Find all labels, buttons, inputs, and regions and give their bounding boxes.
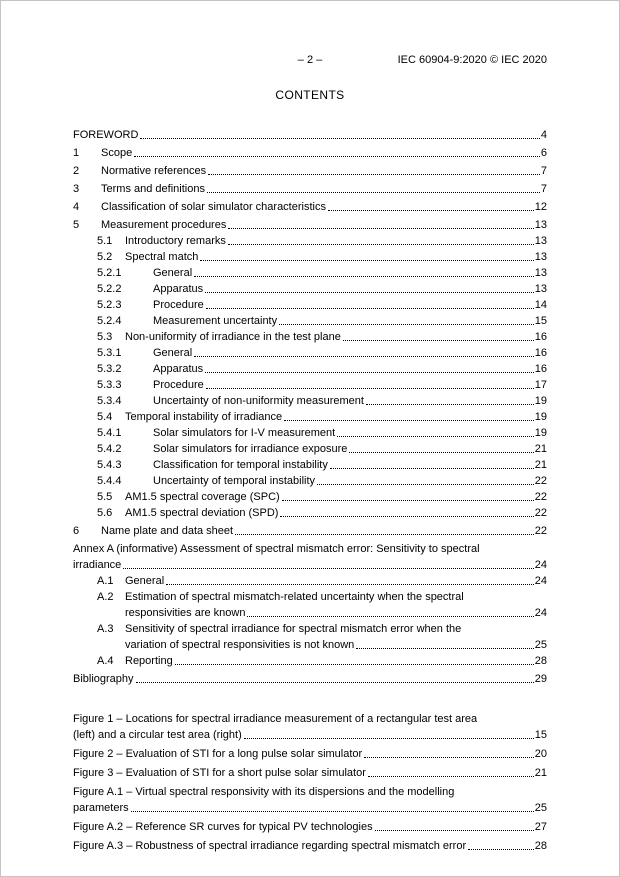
toc-entry [73, 489, 547, 505]
entry-number: 5.2.4 [97, 315, 122, 327]
dot-leader [131, 811, 534, 812]
entry-page-number: 24 [534, 575, 547, 587]
entry-label: Figure 1 – Locations for spectral irradiance measurement of a rectangular test area [73, 713, 478, 725]
entry-number: 5.2 [97, 251, 113, 263]
entry-label: Classification of solar simulator characteristics [101, 201, 326, 213]
entry-number: 5.5 [97, 491, 113, 503]
entry-page-number: 22 [534, 491, 547, 503]
entry-page-number: 7 [540, 165, 547, 177]
entry-label: Estimation of spectral mismatch-related uncertainty when the spectral [125, 591, 464, 603]
toc-entry [73, 297, 547, 313]
entry-label: Apparatus [153, 283, 204, 295]
entry-label-continued: variation of spectral responsivities is not known [125, 639, 355, 651]
toc-entry [73, 505, 547, 521]
toc-entry [73, 671, 547, 687]
entry-page-number: 13 [534, 219, 547, 231]
entry-page-number: 13 [534, 251, 547, 263]
entry-page-number: 14 [534, 299, 547, 311]
entry-number: 5.3 [97, 331, 113, 343]
dot-leader [330, 468, 534, 469]
entry-page-number: 20 [534, 748, 547, 760]
entry-page-number: 13 [534, 235, 547, 247]
entry-number: 5.4.4 [97, 475, 122, 487]
dot-leader [356, 648, 533, 649]
dot-leader [200, 260, 533, 261]
entry-page-number: 22 [534, 507, 547, 519]
entry-page-number: 17 [534, 379, 547, 391]
entry-page-number: 19 [534, 427, 547, 439]
entry-page-number: 16 [534, 331, 547, 343]
entry-number: 5.4.1 [97, 427, 122, 439]
entry-number: 5.2.2 [97, 283, 122, 295]
toc-entry [73, 199, 547, 215]
entry-number: 5.4.2 [97, 443, 122, 455]
entry-number: A.2 [97, 591, 114, 603]
entry-label: Procedure [153, 379, 204, 391]
toc-entry [73, 145, 547, 161]
toc-entry [73, 441, 547, 457]
entry-page-number: 19 [534, 395, 547, 407]
dot-leader [228, 228, 533, 229]
entry-label: Annex A (informative) Assessment of spectral mismatch error: Sensitivity to spectral [73, 543, 480, 555]
entry-label: Terms and definitions [101, 183, 205, 195]
entry-label: Figure A.1 – Virtual spectral responsivity with its dispersions and the modelling [73, 786, 455, 798]
entry-page-number: 22 [534, 475, 547, 487]
figure-entry [73, 784, 547, 816]
entry-page-number: 29 [534, 673, 547, 685]
entry-label: Non-uniformity of irradiance in the test plane [125, 331, 341, 343]
entry-label: Apparatus [153, 363, 204, 375]
entry-number: 4 [73, 201, 80, 213]
dot-leader [468, 849, 534, 850]
entry-label: Figure A.2 – Reference SR curves for typical PV technologies [73, 821, 373, 833]
entry-number: 5.2.3 [97, 299, 122, 311]
entry-number: 5.3.2 [97, 363, 122, 375]
entry-page-number: 21 [534, 767, 547, 779]
header-page-number: – 2 – [297, 54, 323, 66]
dot-leader [136, 682, 534, 683]
entry-page-number: 24 [534, 559, 547, 571]
dot-leader [247, 616, 533, 617]
dot-leader [349, 452, 533, 453]
toc-entry [73, 181, 547, 197]
entry-label: Scope [101, 147, 133, 159]
entry-label: Uncertainty of non-uniformity measurement [153, 395, 364, 407]
dot-leader [235, 534, 534, 535]
entry-page-number: 4 [540, 129, 547, 141]
entry-number: 5.6 [97, 507, 113, 519]
toc-entry [73, 233, 547, 249]
entry-page-number: 28 [534, 655, 547, 667]
entry-label: Sensitivity of spectral irradiance for spectral mismatch error when the [125, 623, 462, 635]
entry-page-number: 22 [534, 525, 547, 537]
toc-entry [73, 653, 547, 669]
toc-entry [73, 425, 547, 441]
toc-entry [73, 345, 547, 361]
entry-label: Temporal instability of irradiance [125, 411, 283, 423]
entry-label: Reporting [125, 655, 173, 667]
entry-label: AM1.5 spectral deviation (SPD) [125, 507, 279, 519]
entry-label: Introductory remarks [125, 235, 226, 247]
entry-page-number: 19 [534, 411, 547, 423]
entry-label: General [153, 267, 193, 279]
entry-number: 6 [73, 525, 80, 537]
dot-leader [279, 324, 534, 325]
entry-page-number: 21 [534, 443, 547, 455]
entry-page-number: 7 [540, 183, 547, 195]
dot-leader [206, 308, 534, 309]
entry-number: 5.3.4 [97, 395, 122, 407]
toc-entry [73, 313, 547, 329]
entry-page-number: 16 [534, 363, 547, 375]
entry-label: FOREWORD [73, 129, 139, 141]
dot-leader [368, 776, 534, 777]
entry-page-number: 27 [534, 821, 547, 833]
entry-number: 3 [73, 183, 80, 195]
dot-leader [123, 568, 533, 569]
toc-entry [73, 573, 547, 589]
entry-number: 5.3.1 [97, 347, 122, 359]
dot-leader [364, 757, 534, 758]
entry-page-number: 6 [540, 147, 547, 159]
entry-number: 5.1 [97, 235, 113, 247]
page-header [73, 53, 547, 67]
entry-label: Spectral match [125, 251, 199, 263]
entry-label: AM1.5 spectral coverage (SPC) [125, 491, 280, 503]
toc-entry [73, 265, 547, 281]
dot-leader [280, 516, 533, 517]
toc-entry [73, 377, 547, 393]
toc-entry [73, 217, 547, 233]
entry-page-number: 21 [534, 459, 547, 471]
dot-leader [166, 584, 534, 585]
contents-title: CONTENTS [275, 88, 345, 102]
toc-entry [73, 127, 547, 143]
entry-number: 5.3.3 [97, 379, 122, 391]
entry-page-number: 13 [534, 267, 547, 279]
dot-leader [205, 292, 534, 293]
dot-leader [175, 664, 534, 665]
entry-label-continued: (left) and a circular test area (right) [73, 729, 242, 741]
toc-entry [73, 329, 547, 345]
dot-leader [228, 244, 534, 245]
entry-page-number: 12 [534, 201, 547, 213]
toc-entry [73, 473, 547, 489]
entry-label: General [153, 347, 193, 359]
figure-entry [73, 765, 547, 781]
figure-entry [73, 746, 547, 762]
entry-number: 5 [73, 219, 80, 231]
dot-leader [244, 738, 534, 739]
entry-label-continued: irradiance [73, 559, 122, 571]
dot-leader [375, 830, 534, 831]
toc-entry [73, 457, 547, 473]
dot-leader [208, 174, 540, 175]
entry-number: 5.4.3 [97, 459, 122, 471]
entry-page-number: 24 [534, 607, 547, 619]
dot-leader [284, 420, 534, 421]
dot-leader [317, 484, 534, 485]
entry-page-number: 16 [534, 347, 547, 359]
entry-page-number: 25 [534, 802, 547, 814]
entry-number: A.1 [97, 575, 114, 587]
toc-entry [73, 163, 547, 179]
entry-label: Name plate and data sheet [101, 525, 234, 537]
entry-number: 5.4 [97, 411, 113, 423]
entry-label: Uncertainty of temporal instability [153, 475, 316, 487]
entry-label: Normative references [101, 165, 207, 177]
entry-label: Solar simulators for irradiance exposure [153, 443, 348, 455]
toc-entry [73, 621, 547, 653]
toc-entry [73, 281, 547, 297]
dot-leader [337, 436, 534, 437]
entry-number: 2 [73, 165, 80, 177]
entry-label: Solar simulators for I-V measurement [153, 427, 336, 439]
dot-leader [328, 210, 534, 211]
entry-label: Procedure [153, 299, 204, 311]
entry-label: Measurement uncertainty [153, 315, 278, 327]
entry-label: Classification for temporal instability [153, 459, 328, 471]
figure-list [73, 711, 547, 854]
figure-entry [73, 838, 547, 854]
dot-leader [206, 388, 534, 389]
figure-entry [73, 819, 547, 835]
dot-leader [282, 500, 534, 501]
entry-label: Figure A.3 – Robustness of spectral irradiance regarding spectral mismatch error [73, 840, 467, 852]
toc-list [73, 127, 547, 687]
dot-leader [207, 192, 540, 193]
entry-number: 5.2.1 [97, 267, 122, 279]
dot-leader [194, 276, 534, 277]
toc-entry [73, 589, 547, 621]
toc-entry [73, 541, 547, 573]
toc-entry [73, 249, 547, 265]
entry-page-number: 25 [534, 639, 547, 651]
entry-page-number: 15 [534, 729, 547, 741]
entry-page-number: 13 [534, 283, 547, 295]
toc-entry [73, 523, 547, 539]
dot-leader [366, 404, 534, 405]
entry-page-number: 28 [534, 840, 547, 852]
entry-label: Figure 3 – Evaluation of STI for a short pulse solar simulator [73, 767, 366, 779]
entry-number: A.4 [97, 655, 114, 667]
toc-entry [73, 361, 547, 377]
entry-label-continued: parameters [73, 802, 129, 814]
dot-leader [343, 340, 534, 341]
toc-entry [73, 393, 547, 409]
toc-entry [73, 409, 547, 425]
entry-label: Figure 2 – Evaluation of STI for a long pulse solar simulator [73, 748, 363, 760]
header-document-reference: IEC 60904-9:2020 © IEC 2020 [397, 54, 547, 66]
entry-label-continued: responsivities are known [125, 607, 246, 619]
entry-number: 1 [73, 147, 80, 159]
entry-label: General [125, 575, 165, 587]
dot-leader [140, 138, 539, 139]
entry-page-number: 15 [534, 315, 547, 327]
entry-number: A.3 [97, 623, 114, 635]
figure-entry [73, 711, 547, 743]
dot-leader [134, 156, 540, 157]
dot-leader [194, 356, 534, 357]
entry-label: Measurement procedures [101, 219, 227, 231]
entry-label: Bibliography [73, 673, 134, 685]
dot-leader [205, 372, 534, 373]
